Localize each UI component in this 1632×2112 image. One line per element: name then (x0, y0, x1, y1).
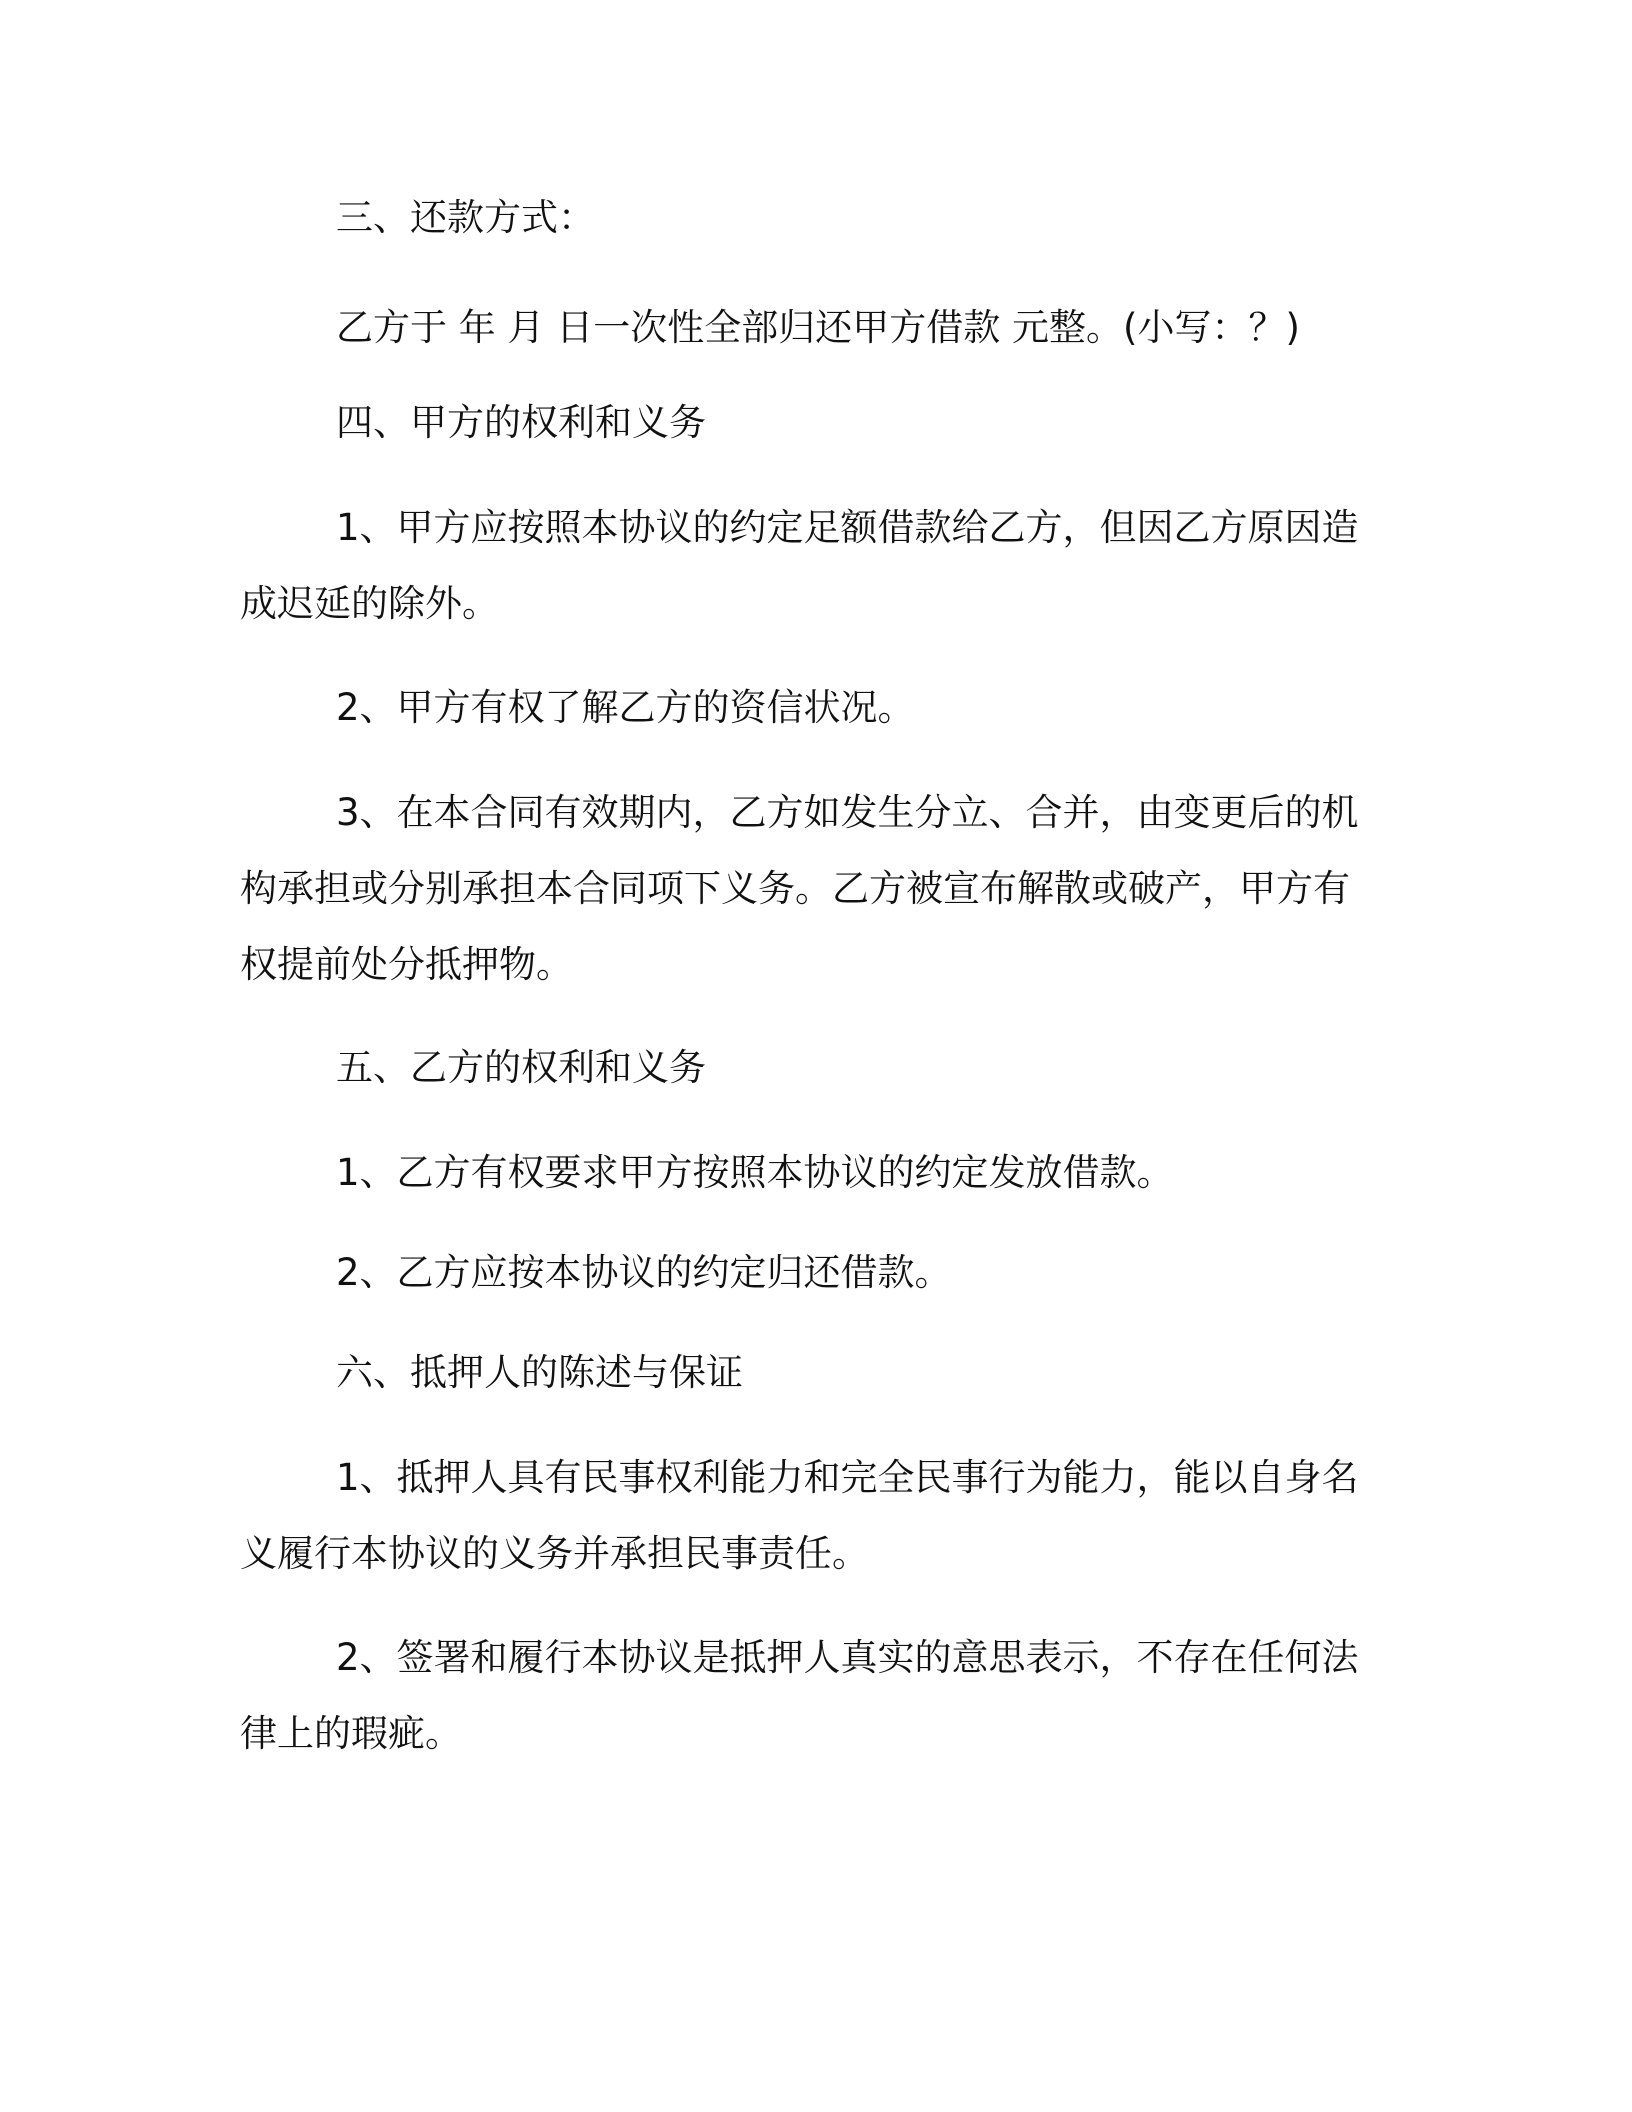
party-b-clause-1: 1、乙方有权要求甲方按照本协议的约定发放借款。 (336, 1151, 1174, 1194)
section-heading-party-b-rights: 五、乙方的权利和义务 (336, 1046, 706, 1089)
party-a-clause-3: 3、在本合同有效期内，乙方如发生分立、合并，由变更后的机构承担或分别承担本合同项下义务。乙方被宣布解散或破产，甲方有权提前处分抵押物。 (240, 791, 1359, 986)
repayment-clause: 乙方于 年 月 日一次性全部归还甲方借款 元整。(小写：？) (336, 306, 1300, 349)
section-heading-mortgagor-warranties: 六、抵押人的陈述与保证 (336, 1351, 743, 1394)
mortgagor-clause-1: 1、抵押人具有民事权利能力和完全民事行为能力，能以自身名义履行本协议的义务并承担民事责任。 (240, 1456, 1359, 1575)
section-heading-party-a-rights: 四、甲方的权利和义务 (336, 401, 706, 444)
section-heading-repayment: 三、还款方式： (336, 196, 595, 239)
mortgagor-clause-2: 2、签署和履行本协议是抵押人真实的意思表示，不存在任何法律上的瑕疵。 (240, 1636, 1359, 1755)
party-a-clause-2: 2、甲方有权了解乙方的资信状况。 (336, 686, 915, 729)
party-a-clause-1: 1、甲方应按照本协议的约定足额借款给乙方，但因乙方原因造成迟延的除外。 (240, 506, 1359, 625)
party-b-clause-2: 2、乙方应按本协议的约定归还借款。 (336, 1251, 952, 1294)
